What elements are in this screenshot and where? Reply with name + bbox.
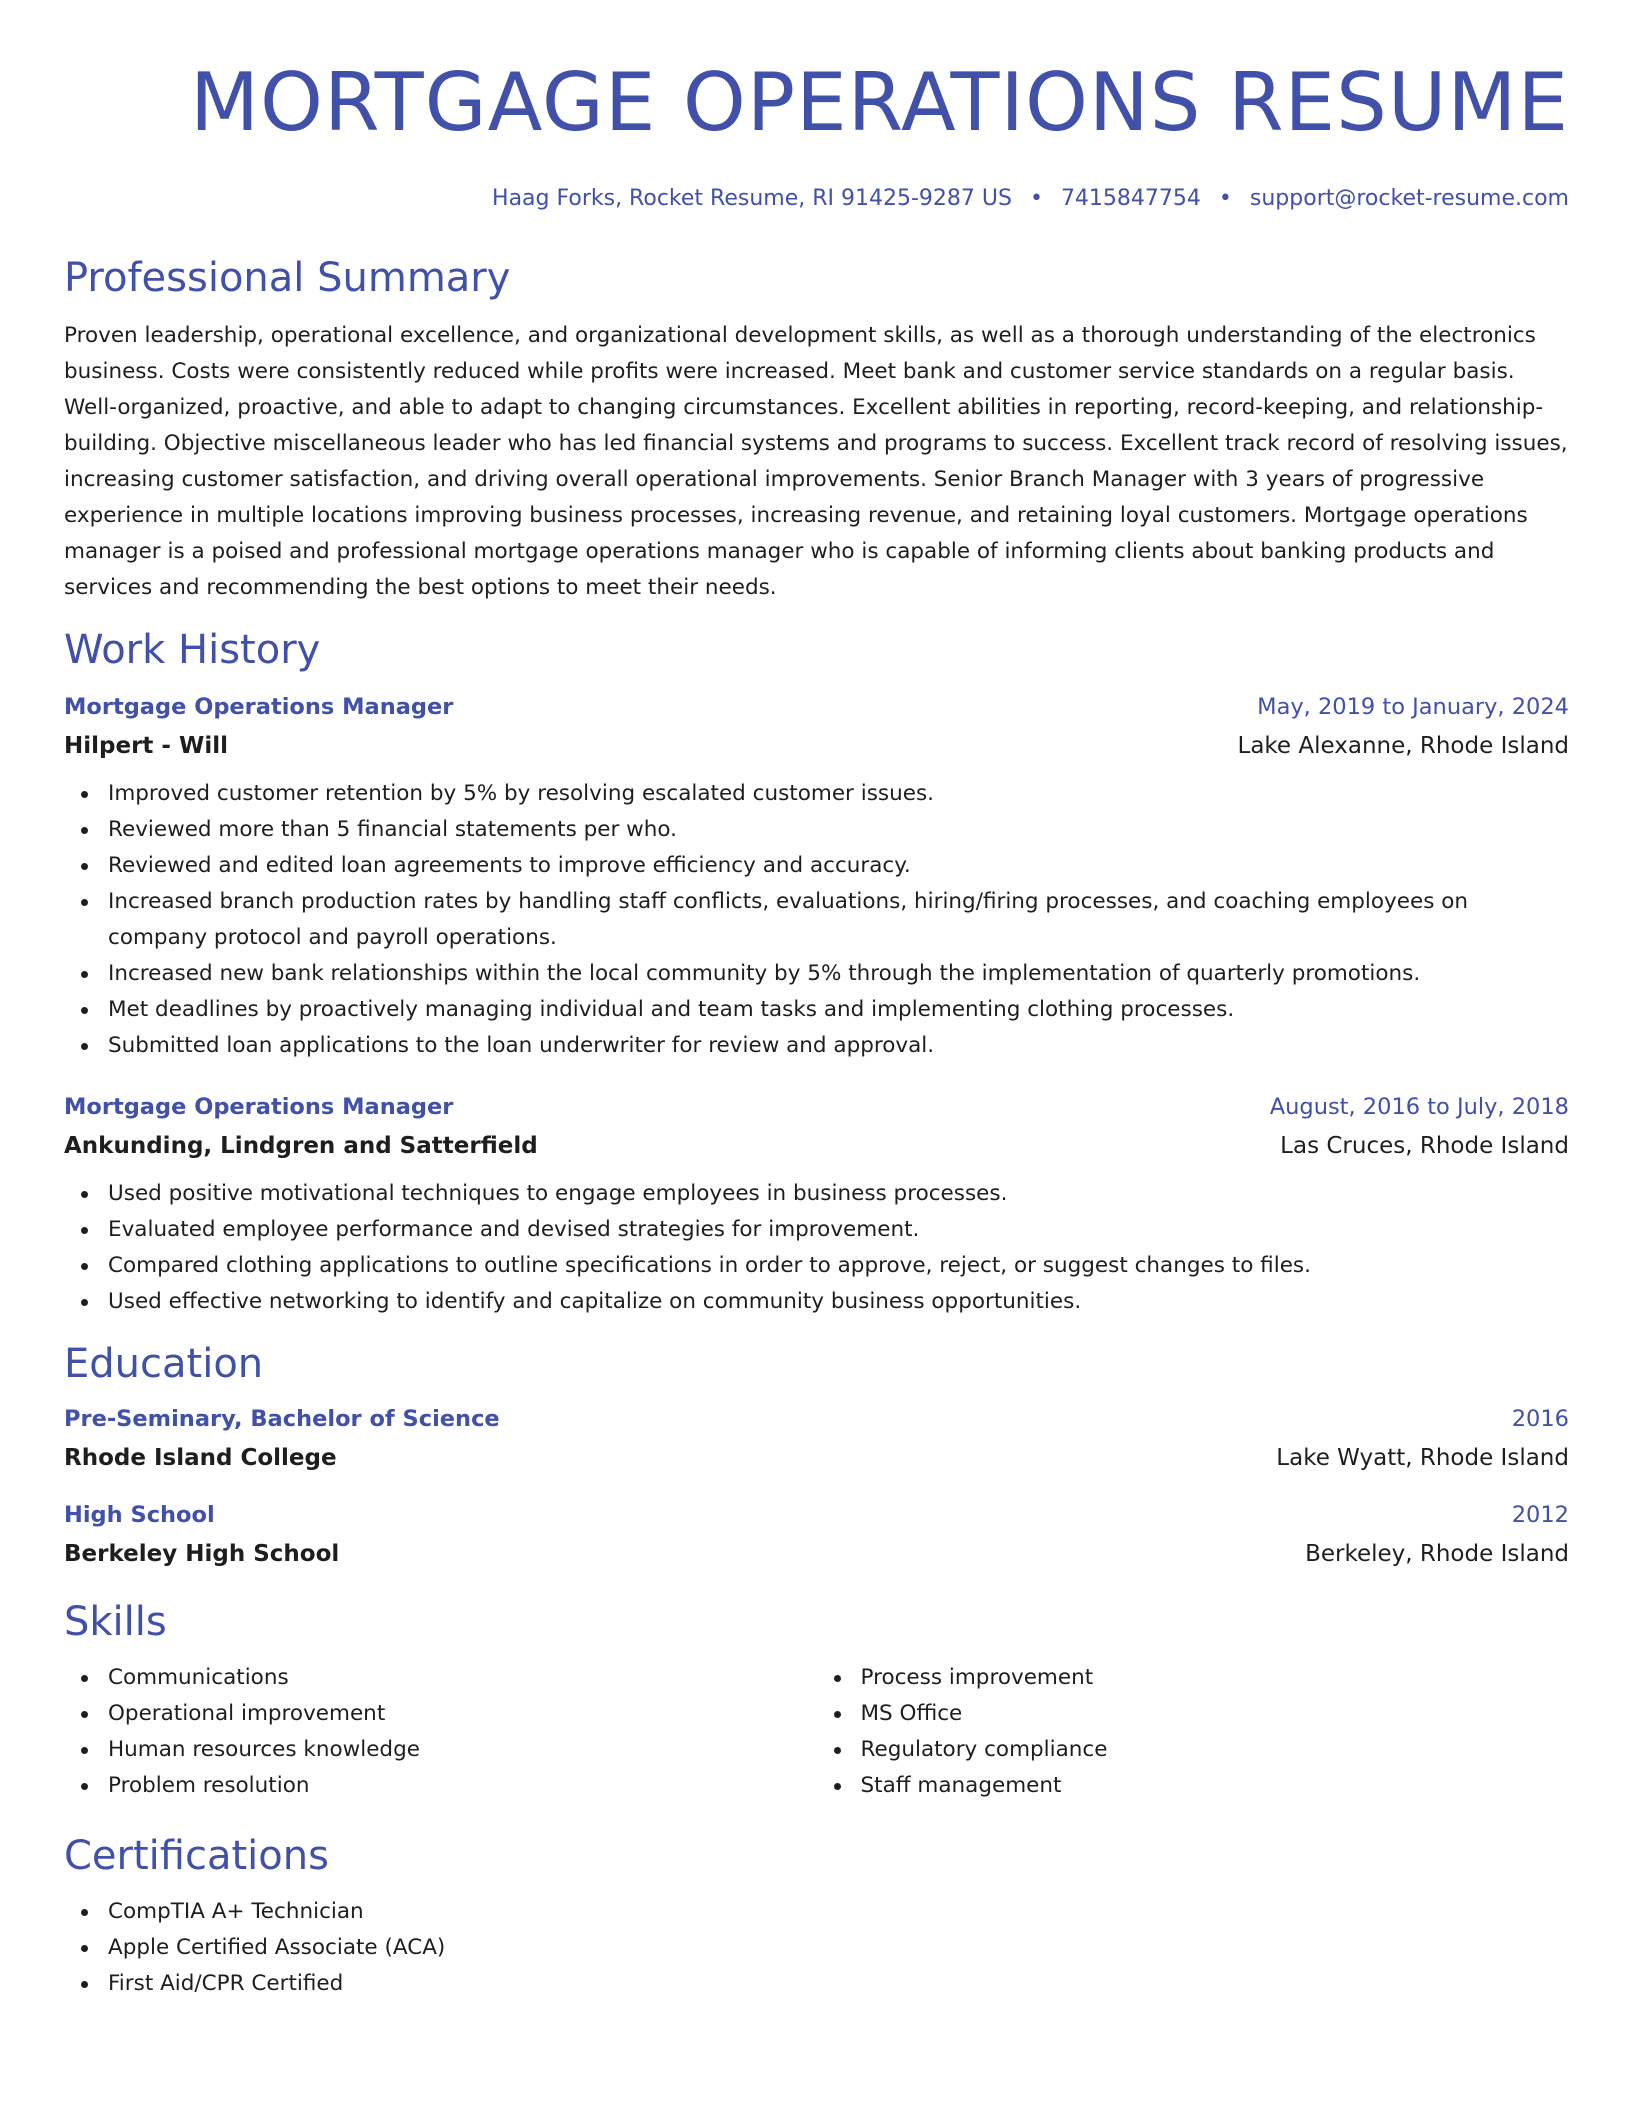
- job-dates: August, 2016 to July, 2018: [1269, 1094, 1569, 1120]
- job-location: Las Cruces, Rhode Island: [1280, 1133, 1569, 1159]
- education-entry: [64, 1496, 1569, 1574]
- job-bullet: Submitted loan applications to the loan underwriter for review and approval.: [108, 1028, 1569, 1064]
- skill-item: Operational improvement: [108, 1696, 817, 1732]
- contact-address: Haag Forks, Rocket Resume, RI 91425-9287 US: [492, 186, 1012, 211]
- skills-section: [64, 1594, 1569, 1804]
- job-employer: Ankunding, Lindgren and Satterfield: [64, 1133, 538, 1159]
- job-employer: Hilpert - Will: [64, 733, 228, 759]
- job-bullet: Improved customer retention by 5% by resolving escalated customer issues.: [108, 776, 1569, 812]
- skill-item: Staff management: [861, 1768, 1570, 1804]
- education-school: Berkeley High School: [64, 1541, 340, 1567]
- job-bullet: Increased new bank relationships within the local community by 5% through the implementation of quarterly promotions.: [108, 956, 1569, 992]
- section-heading-summary: Professional Summary: [64, 255, 511, 301]
- job-header-row: [64, 1088, 1569, 1126]
- job-bullet: Compared clothing applications to outline specifications in order to approve, reject, or suggest changes to files.: [108, 1248, 1569, 1284]
- skills-list-right: [817, 1660, 1570, 1804]
- education-school-row: [64, 1534, 1569, 1574]
- section-heading-skills: Skills: [64, 1599, 167, 1645]
- education-degree: High School: [64, 1502, 215, 1528]
- certification-item: CompTIA A+ Technician: [108, 1894, 1569, 1930]
- job-bullet: Used positive motivational techniques to engage employees in business processes.: [108, 1176, 1569, 1212]
- job-bullet-list: [64, 1176, 1569, 1320]
- contact-phone: 7415847754: [1060, 186, 1201, 211]
- job-bullet: Evaluated employee performance and devised strategies for improvement.: [108, 1212, 1569, 1248]
- education-school: Rhode Island College: [64, 1445, 337, 1471]
- job-bullet-list: [64, 776, 1569, 1064]
- skills-grid: [64, 1660, 1569, 1804]
- section-heading-education: Education: [64, 1341, 264, 1387]
- education-school-row: [64, 1438, 1569, 1478]
- job-bullet: Met deadlines by proactively managing individual and team tasks and implementing clothing processes.: [108, 992, 1569, 1028]
- work-history-section: [64, 622, 1569, 1320]
- summary-text: Proven leadership, operational excellence, and organizational development skills, as well as a thorough understanding of the electronics business. Costs were consistently reduced while profits were increased. Meet bank and customer service standards on a regular basis. Well-organized, proactive, and able to adapt to changing circumstances. Excellent abilities in reporting, record-keeping, and relationship-building. Objective miscellaneous leader who has led financial systems and programs to success. Excellent track record of resolving issues, increasing customer satisfaction, and driving overall operational improvements. Senior Branch Manager with 3 years of progressive experience in multiple locations improving business processes, increasing revenue, and retaining loyal customers. Mortgage operations manager is a poised and professional mortgage operations manager who is capable of informing clients about banking products and services and recommending the best options to meet their needs.: [64, 323, 1568, 600]
- job-bullet: Reviewed and edited loan agreements to improve efficiency and accuracy.: [108, 848, 1569, 884]
- job-entry: [64, 1088, 1569, 1320]
- section-heading-certifications: Certifications: [64, 1833, 329, 1879]
- education-year: 2016: [1511, 1406, 1569, 1432]
- education-section: [64, 1336, 1569, 1574]
- education-header-row: [64, 1496, 1569, 1534]
- certification-item: Apple Certified Associate (ACA): [108, 1930, 1569, 1966]
- job-location: Lake Alexanne, Rhode Island: [1237, 733, 1569, 759]
- certifications-section: [64, 1828, 1569, 2002]
- resume-header: [64, 44, 1569, 216]
- education-degree: Pre-Seminary, Bachelor of Science: [64, 1406, 500, 1432]
- summary-section: [64, 250, 1569, 606]
- job-bullet: Reviewed more than 5 financial statements per who.: [108, 812, 1569, 848]
- skill-item: Communications: [108, 1660, 817, 1696]
- education-location: Berkeley, Rhode Island: [1305, 1541, 1569, 1567]
- job-title: Mortgage Operations Manager: [64, 1094, 454, 1120]
- job-dates: May, 2019 to January, 2024: [1257, 694, 1569, 720]
- skill-item: Process improvement: [861, 1660, 1570, 1696]
- skill-item: Problem resolution: [108, 1768, 817, 1804]
- education-entry: [64, 1400, 1569, 1478]
- certifications-list: [64, 1894, 1569, 2002]
- skill-item: Regulatory compliance: [861, 1732, 1570, 1768]
- contact-info: [64, 182, 1569, 216]
- skills-list-left: [64, 1660, 817, 1804]
- job-header-row: [64, 688, 1569, 726]
- skill-item: MS Office: [861, 1696, 1570, 1732]
- section-heading-work-history: Work History: [64, 627, 321, 673]
- contact-separator: •: [1029, 186, 1043, 211]
- job-bullet: Increased branch production rates by handling staff conflicts, evaluations, hiring/firing processes, and coaching employees on company protocol and payroll operations.: [108, 884, 1569, 956]
- job-bullet: Used effective networking to identify and capitalize on community business opportunities.: [108, 1284, 1569, 1320]
- contact-separator: •: [1218, 186, 1232, 211]
- job-employer-row: [64, 726, 1569, 766]
- resume-title: MORTGAGE OPERATIONS RESUME: [189, 56, 1569, 149]
- job-entry: [64, 688, 1569, 1064]
- job-title: Mortgage Operations Manager: [64, 694, 454, 720]
- education-location: Lake Wyatt, Rhode Island: [1276, 1445, 1569, 1471]
- job-employer-row: [64, 1126, 1569, 1166]
- skill-item: Human resources knowledge: [108, 1732, 817, 1768]
- contact-email[interactable]: support@rocket-resume.com: [1249, 186, 1569, 211]
- certification-item: First Aid/CPR Certified: [108, 1966, 1569, 2002]
- education-header-row: [64, 1400, 1569, 1438]
- education-year: 2012: [1511, 1502, 1569, 1528]
